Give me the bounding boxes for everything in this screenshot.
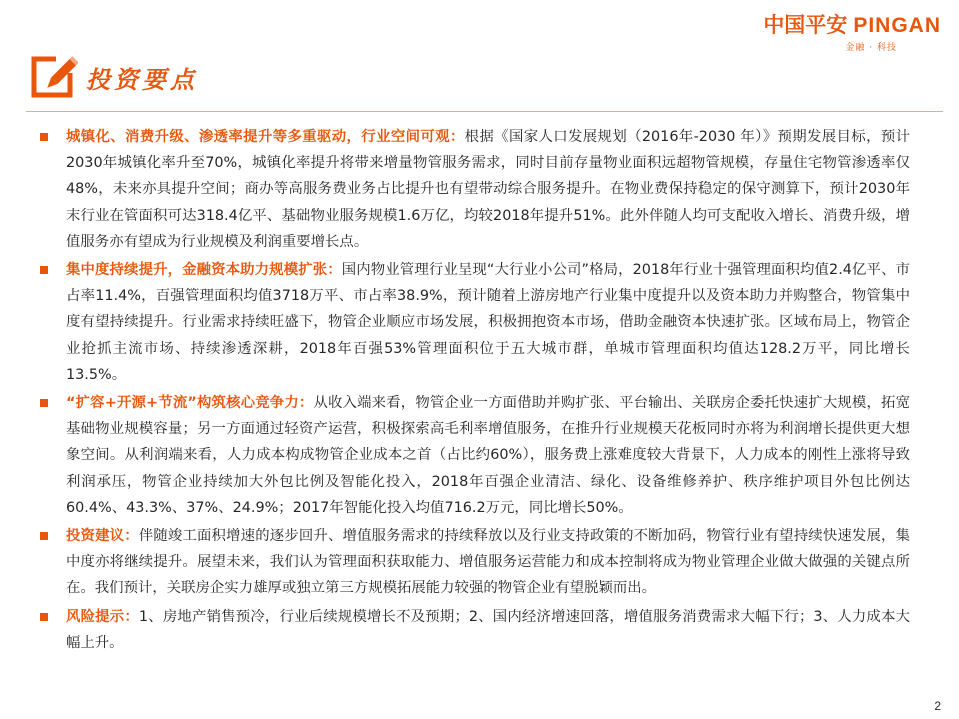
bullet-square-icon [40, 613, 48, 621]
pen-icon [26, 51, 78, 103]
bullet-text: 根据《国家人口发展规划（2016年-2030 年）》预期发展目标，预计2030年城镇化率升至70%，城镇化率提升将带来增量物管服务需求，同时目前存量物业面积远超物管规模，存量住宅物管渗透率仅48%，未来亦具提升空间；商办等高服务费业务占比提升也有望带动综合服务提升。在物业费保持稳定的保守测算下，预计2030年末行业在管面积可达318.4亿平、基础物业服务规模1.6万亿，均较2018年提升51%。此外伴随人均可支配收入增长、消费升级，增值服务亦有望成为行业规模及利润重要增长点。 [66, 129, 910, 250]
section-header [26, 49, 198, 103]
brand-name-en: PINGAN [853, 14, 941, 37]
brand-name [763, 14, 941, 38]
bullet-heading: 城镇化、消费升级、渗透率提升等多重驱动，行业空间可观： [66, 129, 465, 145]
bullet-item [38, 124, 910, 255]
bullet-square-icon [40, 399, 48, 407]
bullet-heading: “扩容+开源+节流”构筑核心竞争力： [66, 395, 314, 412]
bullet-item [38, 604, 910, 656]
bullet-item [38, 390, 910, 521]
section-title: 投资要点 [86, 65, 198, 94]
bullet-text: 1、房地产销售预冷，行业后续规模增长不及预期；2、国内经济增速回落，增值服务消费需求大幅下行；3、人力成本大幅上升。 [66, 608, 910, 651]
key-points-list [38, 124, 910, 658]
bullet-square-icon [40, 532, 48, 540]
brand-name-cn: 中国平安 [763, 14, 848, 37]
bullet-item [38, 523, 910, 602]
bullet-square-icon [40, 266, 48, 274]
bullet-text: 伴随竣工面积增速的逐步回升、增值服务需求的持续释放以及行业支持政策的不断加码，物管行业有望持续快速发展，集中度亦将继续提升。展望未来，我们认为管理面积获取能力、增值服务运营能力和成本控制将成为物业管理企业做大做强的关键点所在。我们预计，关联房企实力雄厚或独立第三方规模拓展能力较强的物管企业有望脱颖而出。 [66, 528, 910, 597]
brand-tagline: 金融 · 科技 [845, 43, 897, 53]
bullet-heading: 风险提示： [66, 608, 139, 625]
bullet-heading: 投资建议： [66, 528, 139, 545]
brand-logo [763, 14, 941, 53]
bullet-item [38, 257, 910, 388]
header-divider [26, 111, 943, 112]
bullet-text: 从收入端来看，物管企业一方面借助并购扩张、平台输出、关联房企委托快速扩大规模，拓宽基础物业规模容量；另一方面通过轻资产运营，积极探索高毛利率增值服务，在推升行业规模天花板同时亦将为利润增长提供更大想象空间。从利润端来看，人力成本构成物管企业成本之首（占比约60%），服务费上涨难度较大背景下，人力成本的刚性上涨将导致利润承压，物管企业持续加大外包比例及智能化投入，2018年百强企业清洁、绿化、设备维修养护、秩序维护项目外包比例达60.4%、43.3%、37%、24.9%；2017年智能化投入均值716.2万元，同比增长50%。 [66, 395, 910, 516]
bullet-square-icon [40, 133, 48, 141]
page-number: 2 [934, 699, 941, 713]
bullet-heading: 集中度持续提升，金融资本助力规模扩张： [66, 262, 342, 279]
bullet-text: 国内物业管理行业呈现“大行业小公司”格局，2018年行业十强管理面积均值2.4亿平、市占率11.4%，百强管理面积均值3718万平、市占率38.9%，预计随着上游房地产行业集中度提升以及资本助力并购整合，物管集中度有望持续提升。行业需求持续旺盛下，物管企业顺应市场发展，积极拥抱资本市场，借助金融资本快速扩张。区域布局上，物管企业抢抓主流市场、持续渗透深耕，2018年百强53%管理面积位于五大城市群，单城市管理面积均值达128.2万平，同比增长13.5%。 [66, 262, 910, 383]
